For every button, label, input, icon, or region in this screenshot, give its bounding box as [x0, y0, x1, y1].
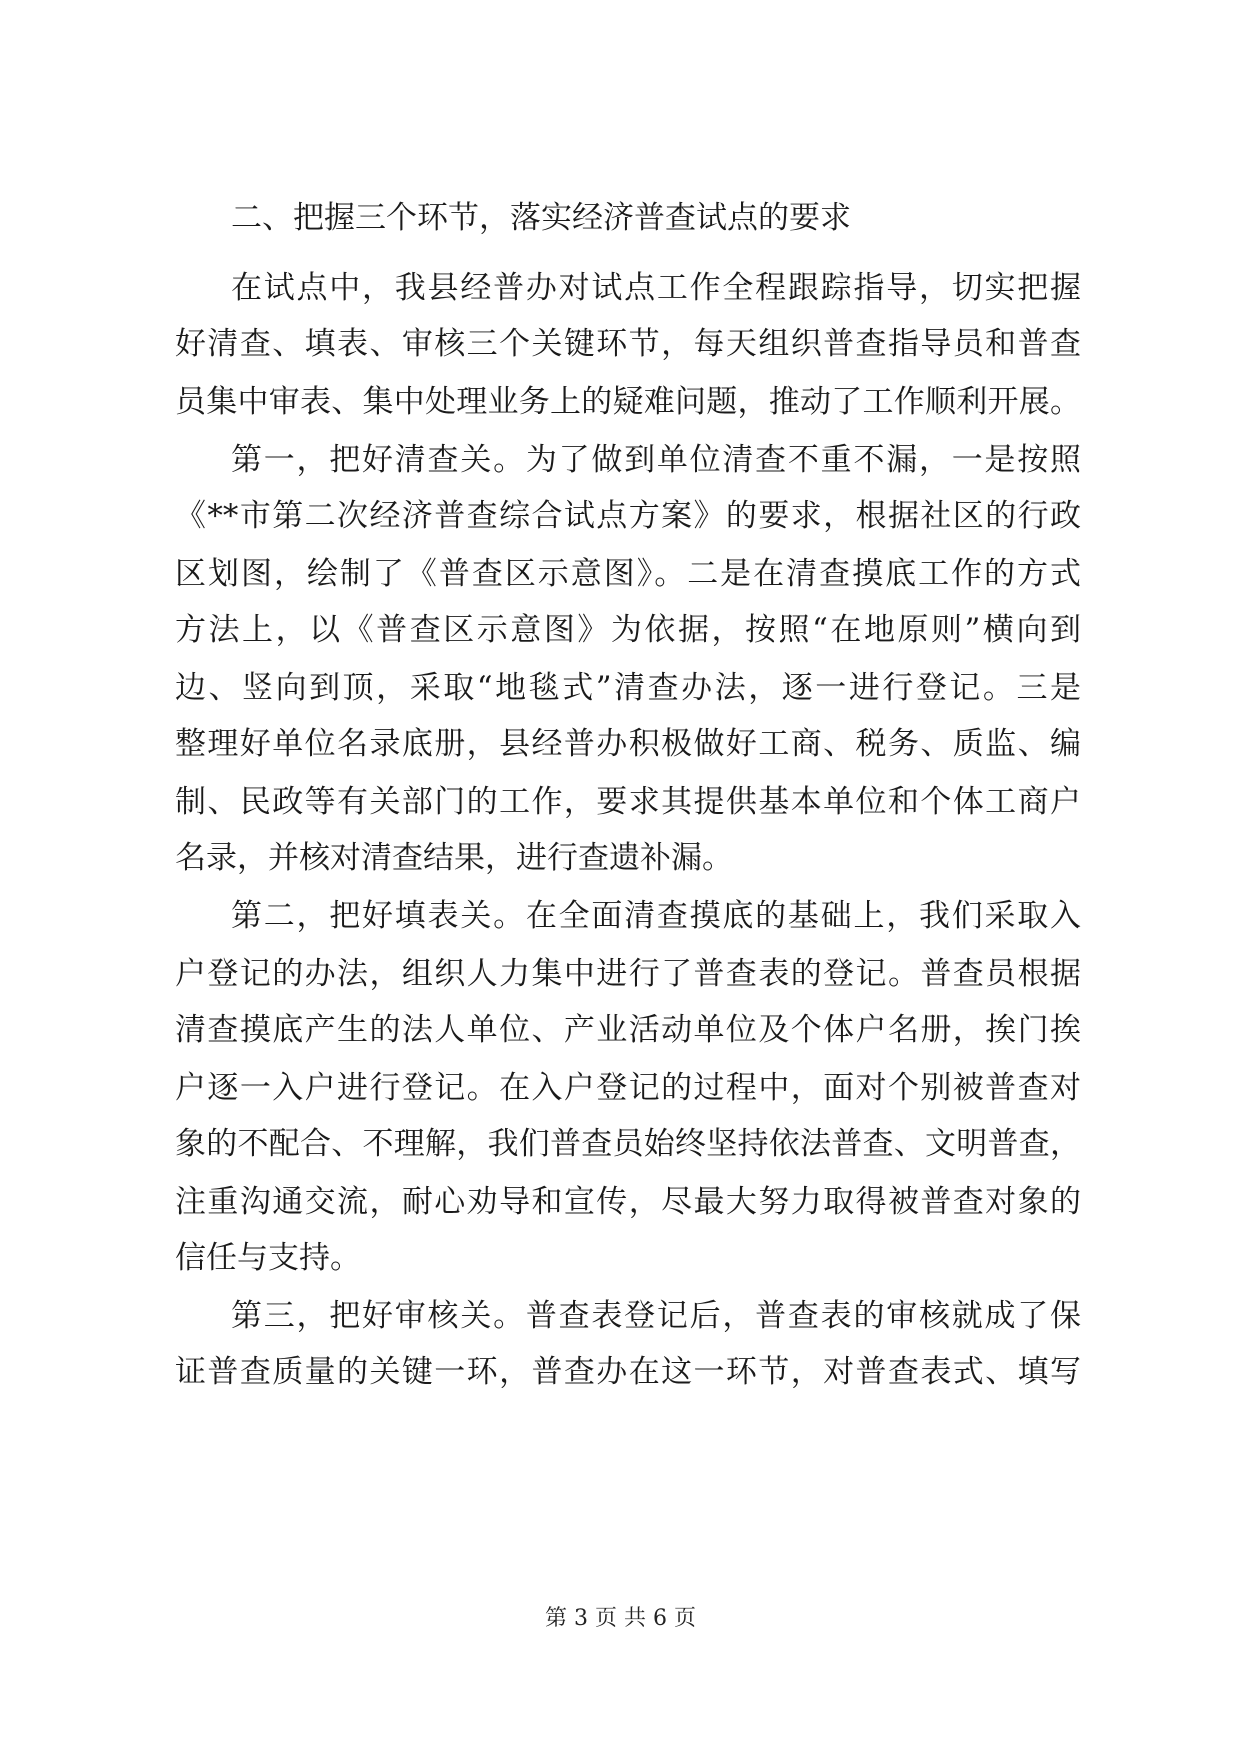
paragraph-line: 第三，把好审核关。普查表登记后，普查表的审核就成了保 — [231, 1298, 1081, 1334]
paragraph-line: 边、竖向到顶，采取“地毯式”清查办法，逐一进行登记。三是 — [175, 670, 1081, 706]
paragraph-line: 第二，把好填表关。在全面清查摸底的基础上，我们采取入 — [231, 898, 1081, 934]
paragraph-line: 户逐一入户进行登记。在入户登记的过程中，面对个别被普查对 — [175, 1070, 1081, 1106]
paragraph-line: 证普查质量的关键一环，普查办在这一环节，对普查表式、填写 — [175, 1354, 1081, 1390]
paragraph-line: 区划图，绘制了《普查区示意图》。二是在清查摸底工作的方式 — [175, 556, 1081, 592]
paragraph-line: 制、民政等有关部门的工作，要求其提供基本单位和个体工商户 — [175, 784, 1081, 820]
paragraph-line: 第一，把好清查关。为了做到单位清查不重不漏，一是按照 — [231, 442, 1081, 478]
paragraph-line: 好清查、填表、审核三个关键环节，每天组织普查指导员和普查 — [175, 326, 1081, 362]
page-number-footer: 第 3 页 共 6 页 — [545, 1606, 696, 1631]
paragraph-line: 信任与支持。 — [175, 1240, 361, 1276]
paragraph-line: 方法上，以《普查区示意图》为依据，按照“在地原则”横向到 — [175, 612, 1081, 648]
paragraph-line: 户登记的办法，组织人力集中进行了普查表的登记。普查员根据 — [175, 956, 1081, 992]
paragraph-line: 清查摸底产生的法人单位、产业活动单位及个体户名册，挨门挨 — [175, 1012, 1081, 1048]
paragraph-line: 员集中审表、集中处理业务上的疑难问题，推动了工作顺利开展。 — [175, 384, 1081, 420]
section-heading: 二、把握三个环节，落实经济普查试点的要求 — [231, 200, 851, 236]
paragraph-line: 象的不配合、不理解，我们普查员始终坚持依法普查、文明普查， — [175, 1126, 1081, 1162]
paragraph-line: 注重沟通交流，耐心劝导和宣传，尽最大努力取得被普查对象的 — [175, 1184, 1081, 1220]
paragraph-line: 整理好单位名录底册，县经普办积极做好工商、税务、质监、编 — [175, 726, 1081, 762]
paragraph-line: 《**市第二次经济普查综合试点方案》的要求，根据社区的行政 — [175, 498, 1081, 534]
paragraph-line: 名录，并核对清查结果，进行查遗补漏。 — [175, 840, 733, 876]
paragraph-line: 在试点中，我县经普办对试点工作全程跟踪指导，切实把握 — [231, 270, 1081, 306]
